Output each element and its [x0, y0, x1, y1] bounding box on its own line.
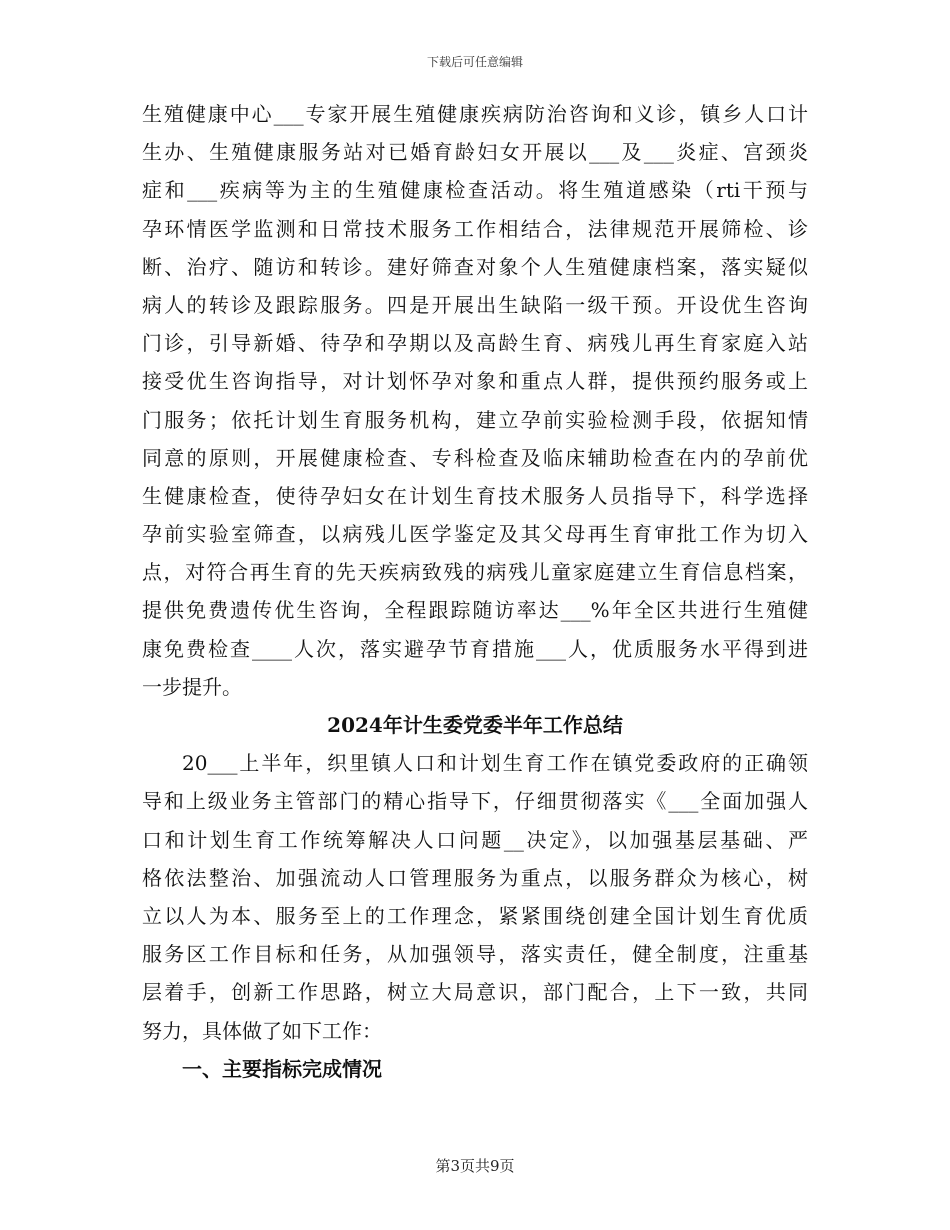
text-line: 立以人为本、服务至上的工作理念，紧紧围绕创建全国计划生育优质 [142, 903, 808, 928]
text-line: 导和上级业务主管部门的精心指导下，仔细贯彻落实《___全面加强人 [142, 789, 808, 814]
text-line: 门服务；依托计划生育服务机构，建立孕前实验检测手段，依据知情 [142, 407, 808, 432]
text-line: 康免费检查____人次，落实避孕节育措施___人，优质服务水平得到进 [142, 636, 808, 661]
text-line: 一步提升。 [142, 674, 242, 699]
text-line: 努力，具体做了如下工作： [142, 1018, 382, 1043]
document-body [142, 95, 808, 1088]
text-line: 生殖健康中心___专家开展生殖健康疾病防治咨询和义诊，镇乡人口计 [142, 102, 808, 126]
paragraph-2 [142, 744, 808, 1050]
text-line: 服务区工作目标和任务，从加强领导，落实责任，健全制度，注重基 [142, 942, 808, 967]
paragraph-1 [142, 95, 808, 706]
text-line: 口和计划生育工作统筹解决人口问题__决定》，以加强基层基础、严 [142, 827, 808, 852]
text-line: 点，对符合再生育的先天疾病致残的病残儿童家庭建立生育信息档案， [142, 560, 808, 585]
subheading: 一、主要指标完成情况 [182, 1056, 382, 1081]
section-title: 2024年计生委党委半年工作总结 [327, 713, 623, 737]
text-line: 症和___疾病等为主的生殖健康检查活动。将生殖道感染（rti干预与 [142, 178, 808, 203]
text-line: 层着手，创新工作思路，树立大局意识，部门配合，上下一致，共同 [142, 980, 808, 1005]
text-line: 门诊，引导新婚、待孕和孕期以及高龄生育、病残儿再生育家庭入站 [142, 331, 808, 356]
text-line: 生办、生殖健康服务站对已婚育龄妇女开展以___及___炎症、宫颈炎 [142, 140, 808, 165]
text-line: 病人的转诊及跟踪服务。四是开展出生缺陷一级干预。开设优生咨询 [142, 292, 808, 317]
text-line: 提供免费遗传优生咨询，全程跟踪随访率达___%年全区共进行生殖健 [142, 598, 808, 623]
text-line: 20___上半年，织里镇人口和计划生育工作在镇党委政府的正确领 [182, 751, 808, 776]
text-line: 断、治疗、随访和转诊。建好筛查对象个人生殖健康档案，落实疑似 [142, 254, 808, 279]
page-footer: 第3页共9页 [435, 1157, 515, 1175]
text-line: 接受优生咨询指导，对计划怀孕对象和重点人群，提供预约服务或上 [142, 369, 808, 394]
page-header: 下载后可任意编辑 [426, 55, 523, 69]
text-line: 生健康检查，使待孕妇女在计划生育技术服务人员指导下，科学选择 [142, 483, 808, 508]
text-line: 格依法整治、加强流动人口管理服务为重点，以服务群众为核心，树 [142, 865, 808, 890]
text-line: 同意的原则，开展健康检查、专科检查及临床辅助检查在内的孕前优 [142, 445, 808, 470]
text-line: 孕环情医学监测和日常技术服务工作相结合，法律规范开展筛检、诊 [142, 216, 808, 241]
text-line: 孕前实验室筛查，以病残儿医学鉴定及其父母再生育审批工作为切入 [142, 522, 808, 547]
